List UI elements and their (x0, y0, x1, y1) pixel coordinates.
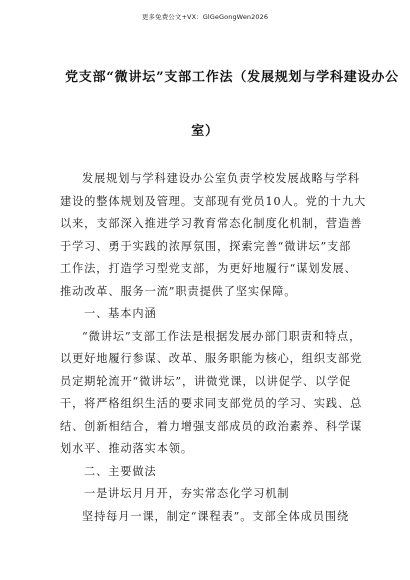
paragraph-1-line: 建设的整体规划及管理。支部现有党员10人。党的十九大 (60, 194, 367, 208)
section-heading-main-practices: 二、主要做法 (84, 464, 157, 478)
paragraph-2-line: 划水平、推动落实本领。 (60, 442, 193, 455)
paragraph-1-line: 发展规划与学科建设办公室负责学校发展战略与学科 (82, 172, 361, 185)
paragraph-1-line: 工作法，打造学习型党支部，为更好地履行“谋划发展、 (60, 262, 357, 275)
document-title-line-1: 党支部“微讲坛”支部工作法（发展规划与学科建设办公 (65, 70, 399, 85)
header-note: 更多免费公文+VX：GlGeGongWen2026 (141, 13, 269, 21)
paragraph-3-line: 坚持每月一课，制定“课程表”。支部全体成员围绕 (82, 509, 350, 523)
paragraph-1-line: 推动改革、服务一流”职责提供了坚实保障。 (60, 284, 297, 298)
section-heading-basic-meaning: 一、基本内涵 (84, 307, 157, 320)
paragraph-2-line: “微讲坛”支部工作法是根据发展办部门职责和特点， (82, 329, 362, 343)
paragraph-2-line: 结、创新相结合，着力增强支部成员的政治素养、科学谋 (60, 419, 363, 433)
paragraph-1-line: 以来，支部深入推进学习教育常态化制度化机制，营造善 (60, 217, 363, 230)
subsection-heading-monthly-forum: 一是讲坛月月开，夯实常态化学习机制 (84, 487, 290, 500)
paragraph-2-line: 以更好地履行参谋、改革、服务职能为核心，组织支部党 (60, 352, 363, 365)
document-title-line-2: 室） (191, 124, 219, 139)
paragraph-2-line: 员定期轮流开“微讲坛”，讲微党课，以讲促学、以学促 (60, 374, 352, 388)
paragraph-1-line: 于学习、勇于实践的浓厚氛围，探索完善“微讲坛”支部 (60, 239, 352, 253)
paragraph-2-line: 干，将严格组织生活的要求同支部党员的学习、实践、总 (60, 397, 363, 410)
document-body (60, 168, 367, 528)
